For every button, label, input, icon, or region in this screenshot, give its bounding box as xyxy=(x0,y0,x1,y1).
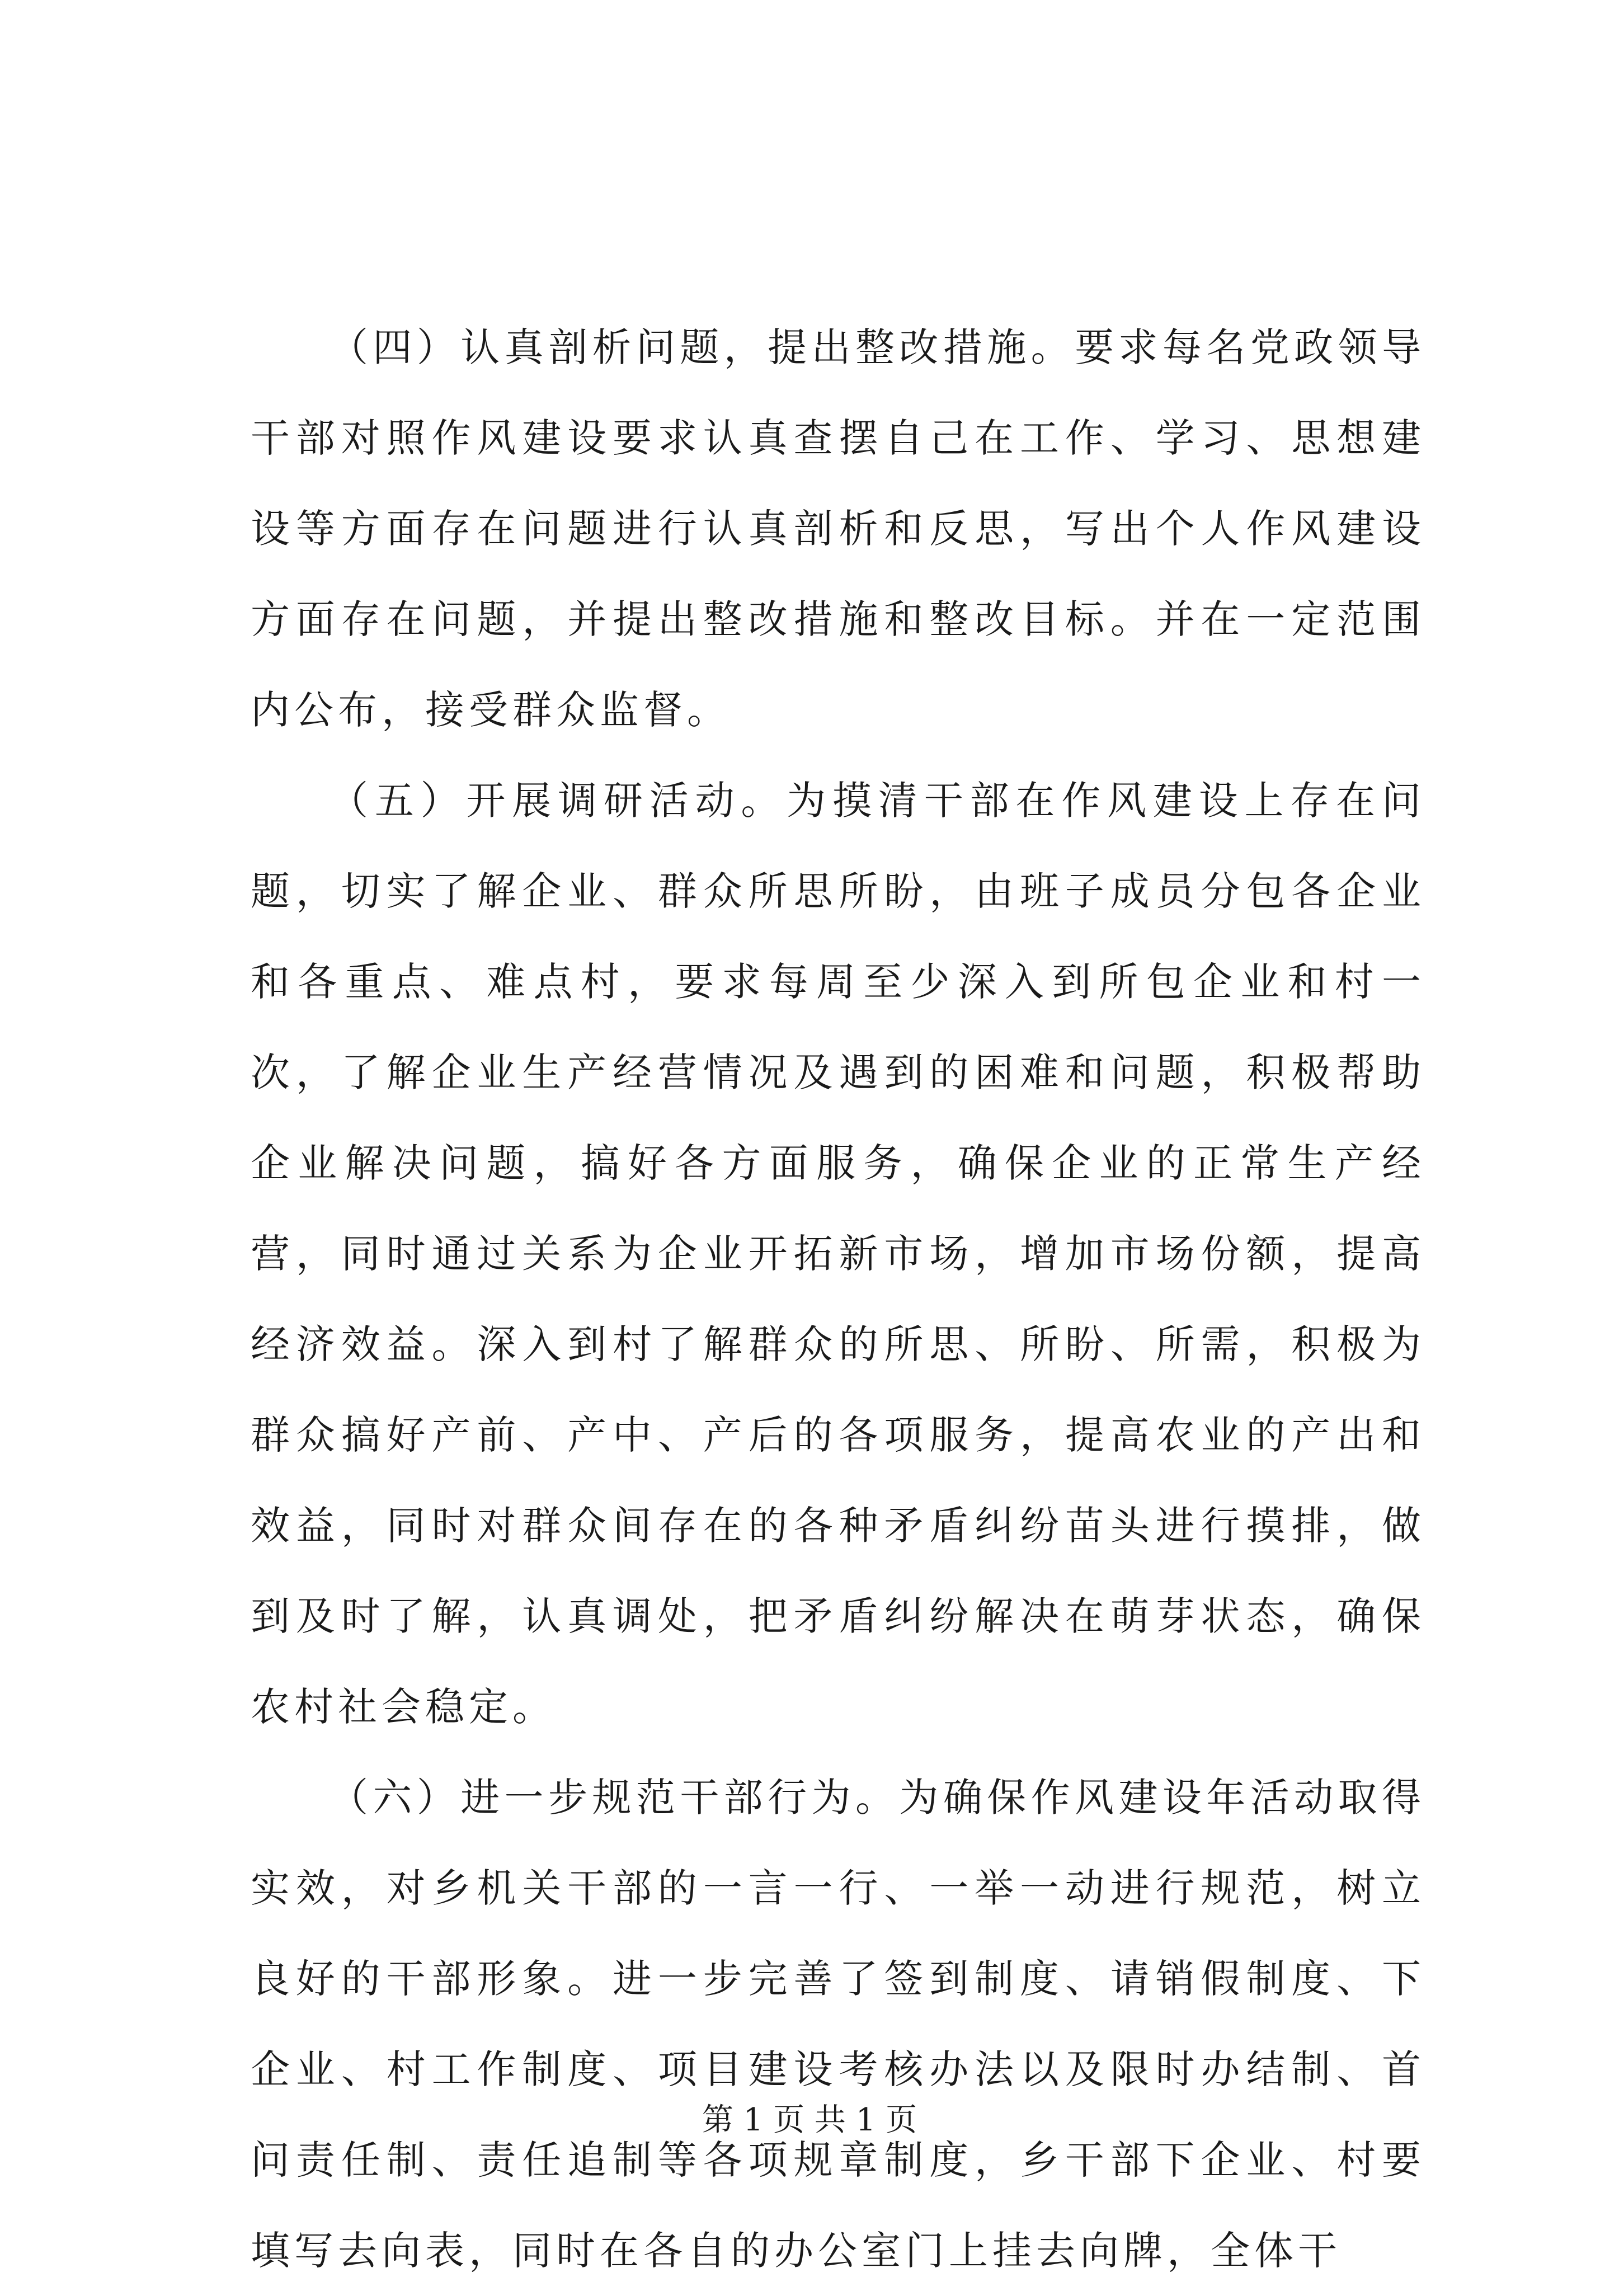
page-footer: 第 1 页 共 1 页 xyxy=(702,2102,917,2138)
paragraph-section-5: （五）开展调研活动。为摸清干部在作风建设上存在问题，切实了解企业、群众所思所盼，由班子成员分包各企业和各重点、难点村，要求每周至少深入到所包企业和村一次，了解企业生产经营情况及遇到的困难和问题，积极帮助企业解决问题，搞好各方面服务，确保企业的正常生产经营，同时通过关系为企业开拓新市场，增加市场份额，提高经济效益。深入到村了解群众的所思、所盼、所需，积极为群众搞好产前、产中、产后的各项服务，提高农业的产出和效益，同时对群众间存在的各种矛盾纠纷苗头进行摸排，做到及时了解，认真调处，把矛盾纠纷解决在萌芽状态，确保农村社会稳定。 xyxy=(251,778,1425,1730)
paragraph-section-4: （四）认真剖析问题，提出整改措施。要求每名党政领导干部对照作风建设要求认真查摆自己在工作、学习、思想建设等方面存在问题进行认真剖析和反思，写出个人作风建设方面存在问题，并提出整改措施和整改目标。并在一定范围内公布，接受群众监督。 xyxy=(251,324,1425,733)
document-body xyxy=(251,302,1425,2296)
paragraph-section-6: （六）进一步规范干部行为。为确保作风建设年活动取得实效，对乡机关干部的一言一行、一举一动进行规范，树立良好的干部形象。进一步完善了签到制度、请销假制度、下企业、村工作制度、项目建设考核办法以及限时办结制、首问责任制、责任追制等各项规章制度，乡干部下企业、村要填写去向表，同时在各自的办公室门上挂去向牌，全体干 xyxy=(251,1775,1425,2274)
